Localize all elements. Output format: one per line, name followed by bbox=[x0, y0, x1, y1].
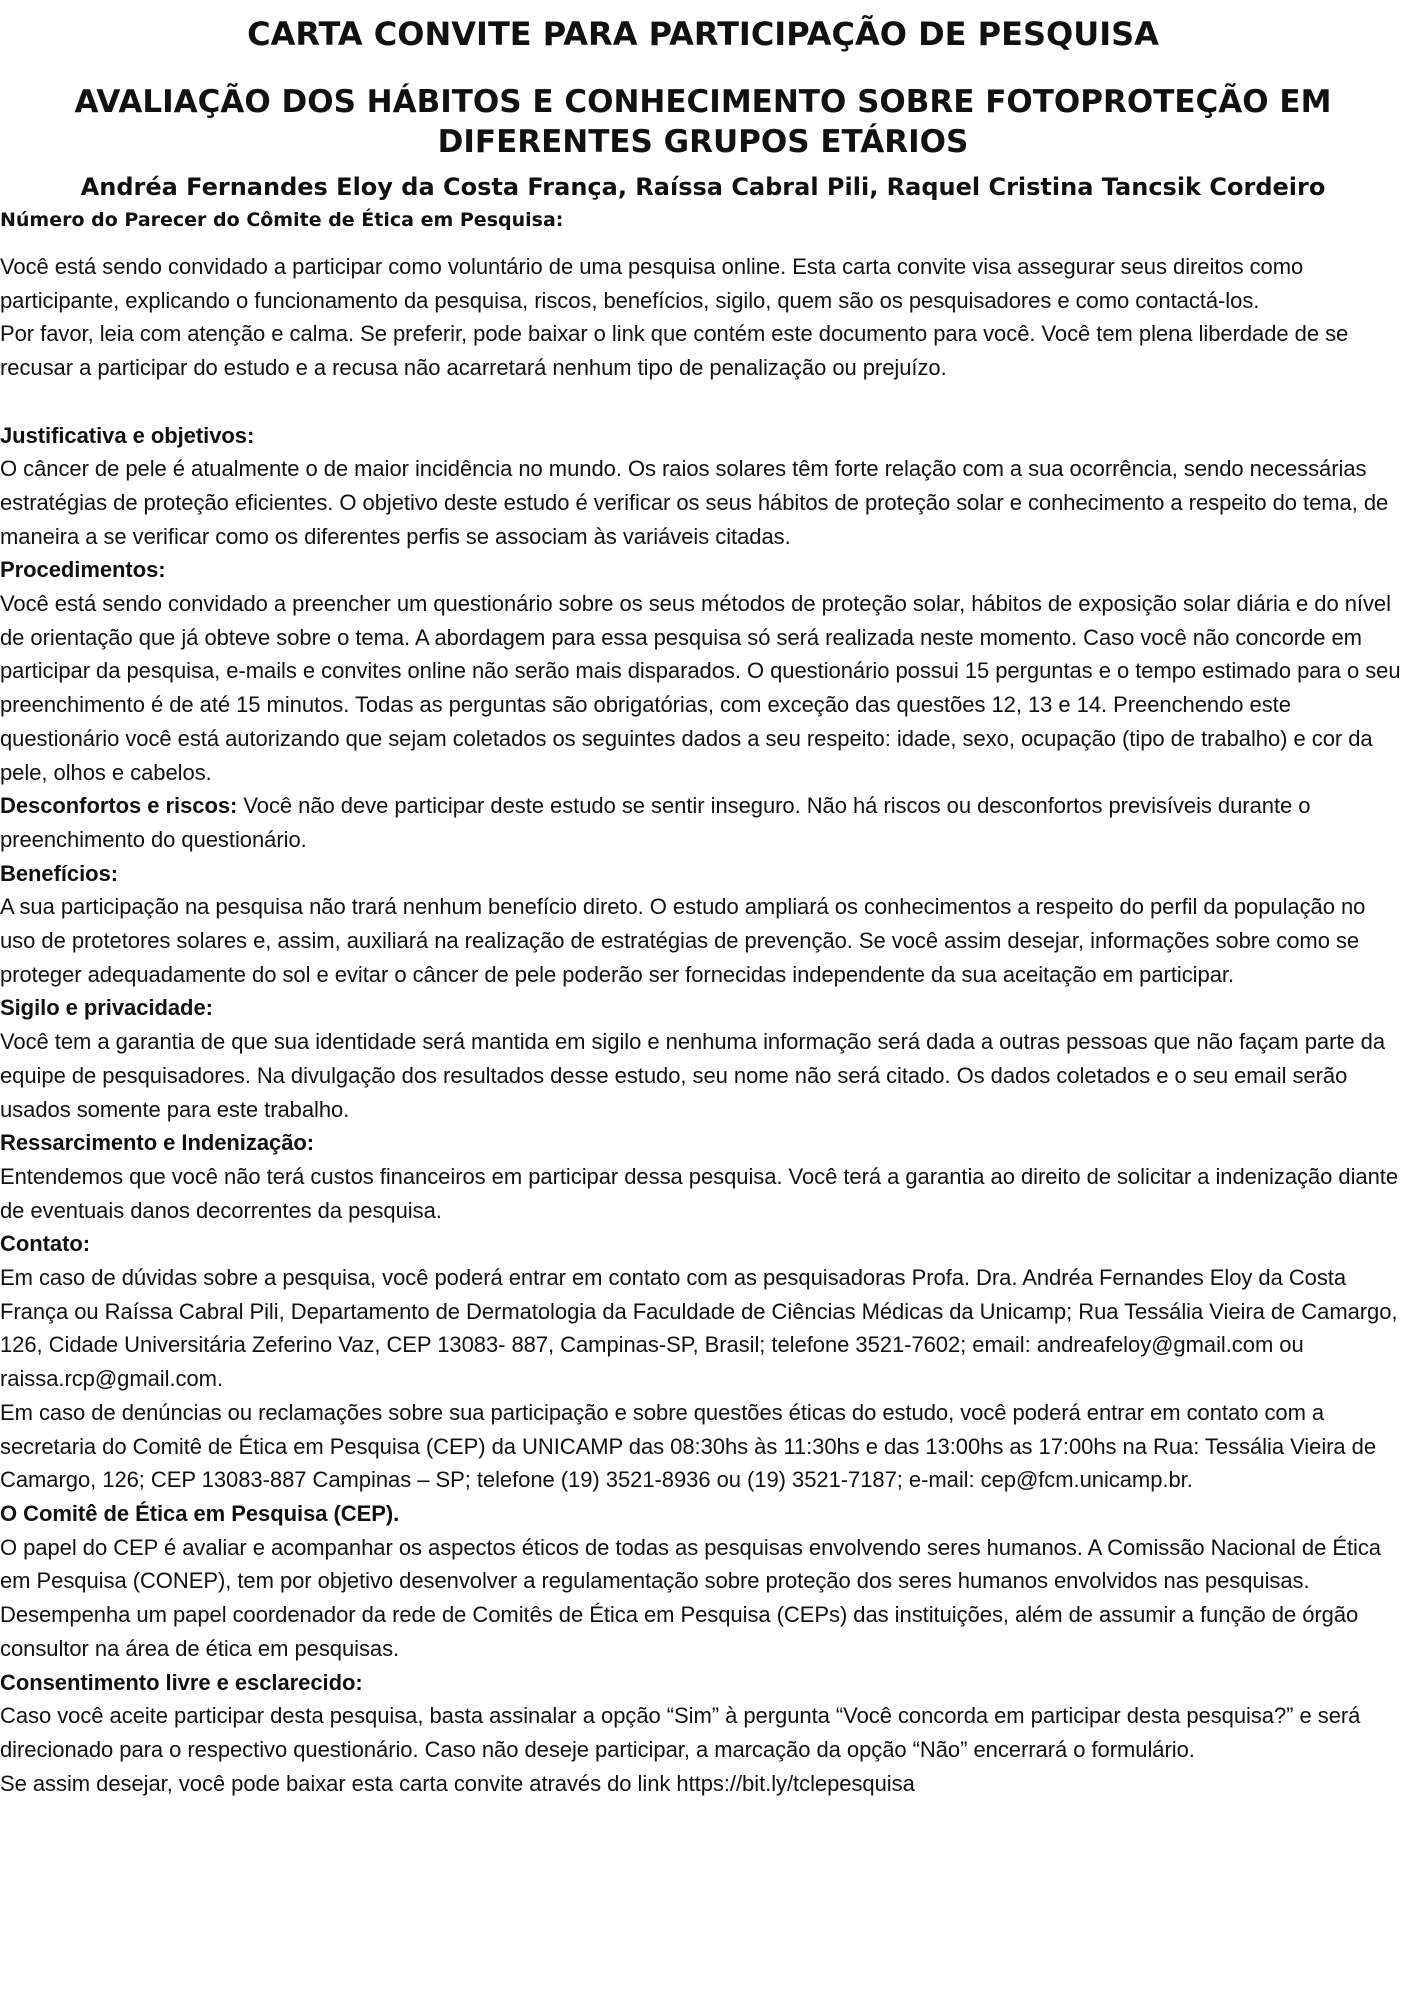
section-sigilo bbox=[0, 991, 1406, 1126]
section-text-cep: O papel do CEP é avaliar e acompanhar os aspectos éticos de todas as pesquisas envolvendo seres humanos. A Comissão Nacional de Ética em Pesquisa (CONEP), tem por objetivo desenvolver a regulamentação sobre proteção dos seres humanos envolvidos nas pesquisas. Desempenha um papel coordenador da rede de Comitês de Ética em Pesquisa (CEPs) das instituições, além de assumir a função de órgão consultor na área de ética em pesquisas. bbox=[0, 1534, 1381, 1661]
section-text-ressarcimento: Entendemos que você não terá custos financeiros em participar dessa pesquisa. Você terá a garantia ao direito de solicitar a indenização diante de eventuais danos decorrentes da pesquisa. bbox=[0, 1163, 1399, 1223]
section-riscos bbox=[0, 789, 1406, 856]
section-text-contato-cep: Em caso de denúncias ou reclamações sobre sua participação e sobre questões éticas do estudo, você poderá entrar em contato com a secretaria do Comitê de Ética em Pesquisa (CEP) da UNICAMP das 08:30hs às 11:30hs e das 13:00hs as 17:00hs na Rua: Tessália Vieira de Camargo, 126; CEP 13083-887 Campinas – SP; telefone (19) 3521-8936 ou (19) 3521-7187; e-mail: cep@fcm.unicamp.br. bbox=[0, 1399, 1377, 1493]
paragraph-spacer bbox=[0, 385, 1406, 419]
section-ressarcimento bbox=[0, 1126, 1406, 1227]
section-text-riscos: Você não deve participar deste estudo se sentir inseguro. Não há riscos ou desconfortos previsíveis durante o preenchimento do questionário. bbox=[0, 793, 1311, 852]
intro-paragraph-2: Por favor, leia com atenção e calma. Se preferir, pode baixar o link que contém este documento para você. Você tem plena liberdade de se recusar a participar do estudo e a recusa não acarretará nenhum tipo de penalização ou prejuízo. bbox=[0, 321, 1349, 381]
section-text-consentimento: Caso você aceite participar desta pesquisa, basta assinalar a opção “Sim” à pergunta “Você concorda em participar desta pesquisa?” e será direcionado para o respectivo questionário. Caso não deseje participar, a marcação da opção “Não” encerrará o formulário. bbox=[0, 1703, 1361, 1762]
section-heading-justificativa: Justificativa e objetivos: bbox=[0, 422, 255, 448]
section-heading-ressarcimento: Ressarcimento e Indenização: bbox=[0, 1130, 315, 1156]
ethics-opinion-number-label: Número do Parecer do Cômite de Ética em Pesquisa: bbox=[0, 209, 564, 231]
authors-line: Andréa Fernandes Eloy da Costa França, Raíssa Cabral Pili, Raquel Cristina Tancsik Cordeiro bbox=[80, 173, 1326, 201]
section-consentimento bbox=[0, 1666, 1406, 1801]
section-heading-procedimentos: Procedimentos: bbox=[0, 557, 166, 583]
section-justificativa bbox=[0, 419, 1406, 554]
section-heading-consentimento: Consentimento livre e esclarecido: bbox=[0, 1669, 363, 1695]
section-heading-beneficios: Benefícios: bbox=[0, 860, 119, 886]
research-title: AVALIAÇÃO DOS HÁBITOS E CONHECIMENTO SOBRE FOTOPROTEÇÃO EM DIFERENTES GRUPOS ETÁRIOS bbox=[74, 84, 1332, 160]
section-contato bbox=[0, 1227, 1406, 1497]
section-text-procedimentos: Você está sendo convidado a preencher um questionário sobre os seus métodos de proteção solar, hábitos de exposição solar diária e do nível de orientação que já obteve sobre o tema. A abordagem para essa pesquisa só será realizada neste momento. Caso você não concorde em participar da pesquisa, e-mails e convites online não serão mais disparados. O questionário possui 15 perguntas e o tempo estimado para o seu preenchimento é de até 15 minutos. Todas as perguntas são obrigatórias, com exceção das questões 12, 13 e 14. Preenchendo este questionário você está autorizando que sejam coletados os seguintes dados a seu respeito: idade, sexo, ocupação (tipo de trabalho) e cor da pele, olhos e cabelos. bbox=[0, 591, 1401, 785]
section-heading-contato: Contato: bbox=[0, 1231, 91, 1257]
download-link[interactable]: https://bit.ly/tclepesquisa bbox=[676, 1770, 915, 1796]
section-text-sigilo: Você tem a garantia de que sua identidade será mantida em sigilo e nenhuma informação será dada a outras pessoas que não façam parte da equipe de pesquisadores. Na divulgação dos resultados desse estudo, seu nome não será citado. Os dados coletados e o seu email serão usados somente para este trabalho. bbox=[0, 1029, 1386, 1122]
section-beneficios bbox=[0, 857, 1406, 992]
document-title: CARTA CONVITE PARA PARTICIPAÇÃO DE PESQUISA bbox=[247, 15, 1159, 53]
section-text-beneficios: A sua participação na pesquisa não trará nenhum benefício direto. O estudo ampliará os conhecimentos a respeito do perfil da população no uso de protetores solares e, assim, auxiliará na realização de estratégias de prevenção. Se você assim desejar, informações sobre como se proteger adequadamente do sol e evitar o câncer de pele poderão ser fornecidas independente da sua aceitação em participar. bbox=[0, 894, 1366, 987]
section-text-contato-researchers: Em caso de dúvidas sobre a pesquisa, você poderá entrar em contato com as pesquisadoras Profa. Dra. Andréa Fernandes Eloy da Costa França ou Raíssa Cabral Pili, Departamento de Dermatologia da Faculdade de Ciências Médicas da Unicamp; Rua Tessália Vieira de Camargo, 126, Cidade Universitária Zeferino Vaz, CEP 13083- 887, Campinas-SP, Brasil; telefone 3521-7602; email: andreafeloy@gmail.com ou raissa.rcp@gmail.com. bbox=[0, 1265, 1398, 1392]
intro-paragraph-1: Você está sendo convidado a participar como voluntário de uma pesquisa online. Esta carta convite visa assegurar seus direitos como participante, explicando o funcionamento da pesquisa, riscos, benefícios, sigilo, quem são os pesquisadores e como contactá-los. bbox=[0, 254, 1304, 313]
section-heading-sigilo: Sigilo e privacidade: bbox=[0, 995, 213, 1021]
section-cep bbox=[0, 1497, 1406, 1666]
download-link-prefix: Se assim desejar, você pode baixar esta carta convite através do link bbox=[0, 1770, 677, 1796]
document-body bbox=[0, 250, 1406, 1800]
section-procedimentos bbox=[0, 553, 1406, 789]
section-heading-riscos: Desconfortos e riscos: bbox=[0, 793, 238, 819]
section-text-justificativa: O câncer de pele é atualmente o de maior incidência no mundo. Os raios solares têm forte relação com a sua ocorrência, sendo necessárias estratégias de proteção eficientes. O objetivo deste estudo é verificar os seus hábitos de proteção solar e conhecimento a respeito do tema, de maneira a se verificar como os diferentes perfis se associam às variáveis citadas. bbox=[0, 456, 1389, 549]
section-heading-cep: O Comitê de Ética em Pesquisa (CEP). bbox=[0, 1501, 400, 1526]
